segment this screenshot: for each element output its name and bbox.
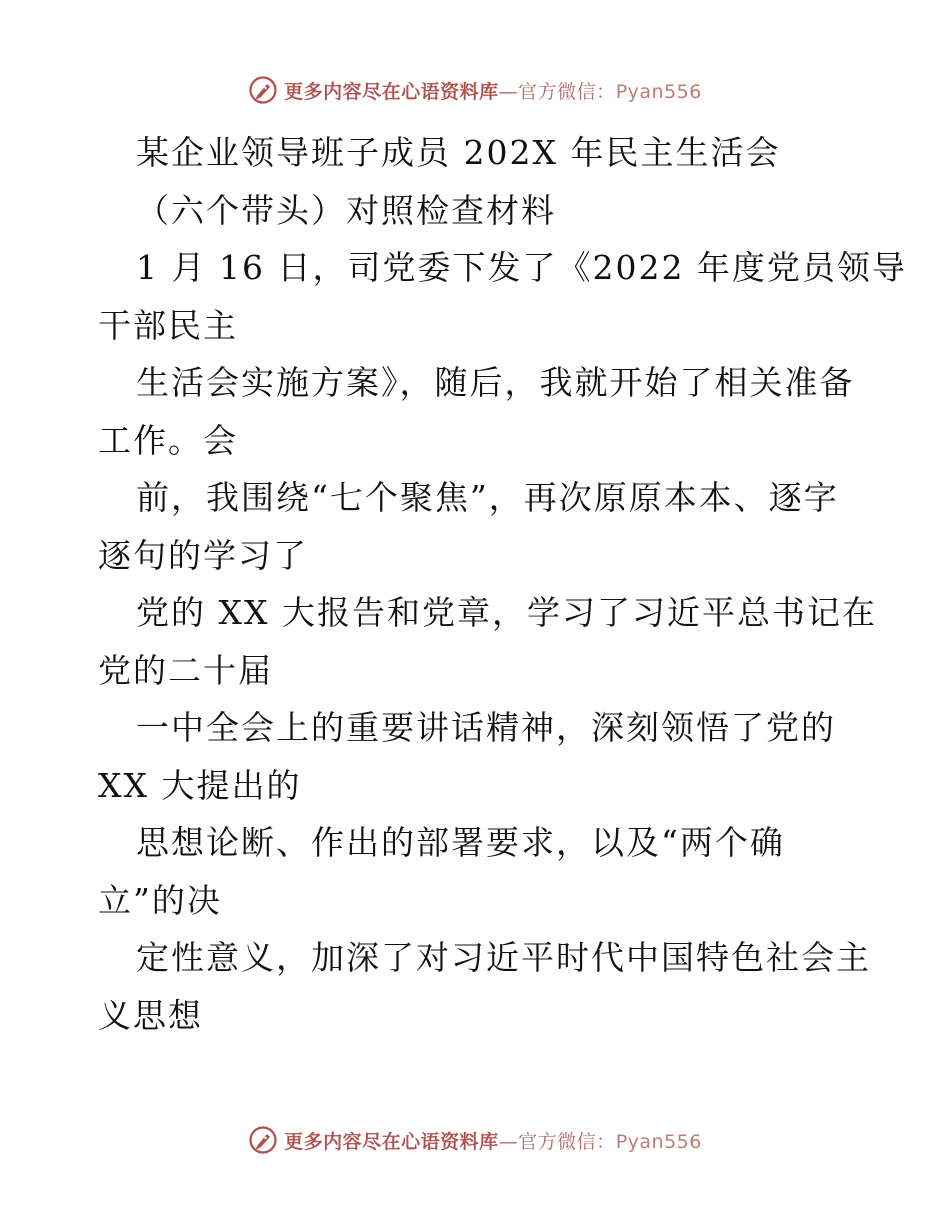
header-banner-text <box>284 77 702 104</box>
document-line: 干部民主 <box>98 305 238 345</box>
document-line: 前，我围绕“七个聚焦”，再次原原本本、逐字 <box>136 478 839 517</box>
footer-handle: Pyan556 <box>615 1130 702 1153</box>
document-line: （六个带头）对照检查材料 <box>136 190 556 230</box>
footer-separator: — <box>498 1130 519 1153</box>
document-body <box>98 124 907 1044</box>
document-line: XX 大提出的 <box>98 765 302 805</box>
footer-contact: 官方微信： <box>518 1130 616 1153</box>
pen-nib-logo-icon <box>248 1125 278 1155</box>
header-banner <box>0 72 950 108</box>
document-line: 生活会实施方案》，随后，我就开始了相关准备 <box>136 363 855 402</box>
document-line: 立”的决 <box>98 880 222 920</box>
document-line: 1 月 16 日，司党委下发了《2022 年度党员领导 <box>136 248 907 287</box>
document-line: 义思想 <box>98 995 203 1035</box>
footer-banner <box>0 1122 950 1158</box>
document-line: 定性意义，加深了对习近平时代中国特色社会主 <box>136 938 871 977</box>
footer-banner-text <box>284 1127 702 1154</box>
document-line: 工作。会 <box>98 420 238 460</box>
header-handle: Pyan556 <box>615 80 702 103</box>
document-line: 党的 XX 大报告和党章，学习了习近平总书记在 <box>136 593 877 632</box>
document-line: 思想论断、作出的部署要求，以及“两个确 <box>136 823 785 862</box>
document-line: 一中全会上的重要讲话精神，深刻领悟了党的 <box>136 708 836 747</box>
document-line: 逐句的学习了 <box>98 535 308 575</box>
document-line: 党的二十届 <box>98 650 273 690</box>
pen-nib-logo-icon <box>248 75 278 105</box>
footer-brand: 更多内容尽在心语资料库 <box>284 1130 499 1153</box>
document-line: 某企业领导班子成员 202X 年民主生活会 <box>136 133 781 172</box>
header-brand: 更多内容尽在心语资料库 <box>284 80 499 103</box>
header-contact: 官方微信： <box>518 80 616 103</box>
header-separator: — <box>498 80 519 103</box>
